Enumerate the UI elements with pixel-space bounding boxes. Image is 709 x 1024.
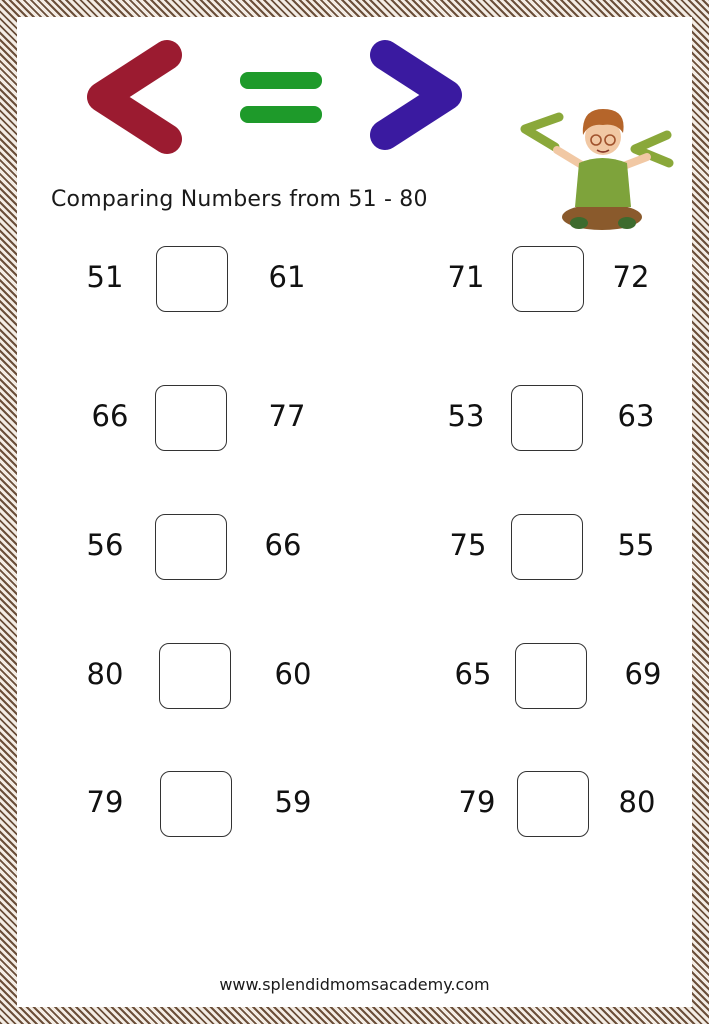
problem-8-right-number: 69: [624, 657, 662, 691]
problem-6-left-number: 75: [449, 528, 487, 562]
worksheet-page: [17, 17, 692, 1007]
problem-10-answer-box[interactable]: [517, 771, 589, 837]
problem-8-left-number: 65: [454, 657, 492, 691]
problem-7-answer-box[interactable]: [159, 643, 231, 709]
greater-than-icon: [385, 55, 447, 135]
problem-4-answer-box[interactable]: [511, 385, 583, 451]
problem-2-answer-box[interactable]: [512, 246, 584, 312]
problem-1-right-number: 61: [268, 260, 306, 294]
problem-10-left-number: 79: [458, 785, 496, 819]
problem-7-left-number: 80: [86, 657, 124, 691]
equals-icon-bottom-bar: [240, 106, 322, 123]
less-than-icon: [102, 55, 167, 139]
problem-5-left-number: 56: [86, 528, 124, 562]
problem-9-answer-box[interactable]: [160, 771, 232, 837]
website-footer: www.splendidmomsacademy.com: [219, 975, 490, 994]
problem-3-left-number: 66: [91, 399, 129, 433]
problem-1-answer-box[interactable]: [156, 246, 228, 312]
problem-9-left-number: 79: [86, 785, 124, 819]
problem-2-right-number: 72: [612, 260, 650, 294]
problem-5-right-number: 66: [264, 528, 302, 562]
problem-8-answer-box[interactable]: [515, 643, 587, 709]
problem-10-right-number: 80: [618, 785, 656, 819]
problem-3-answer-box[interactable]: [155, 385, 227, 451]
problem-4-left-number: 53: [447, 399, 485, 433]
problem-5-answer-box[interactable]: [155, 514, 227, 580]
problem-6-answer-box[interactable]: [511, 514, 583, 580]
equals-icon-top-bar: [240, 72, 322, 89]
child-holding-symbols-illustration: [517, 95, 687, 240]
worksheet-title: Comparing Numbers from 51 - 80: [51, 187, 428, 212]
problem-3-right-number: 77: [268, 399, 306, 433]
problem-4-right-number: 63: [617, 399, 655, 433]
problem-7-right-number: 60: [274, 657, 312, 691]
problem-6-right-number: 55: [617, 528, 655, 562]
problem-1-left-number: 51: [86, 260, 124, 294]
problem-2-left-number: 71: [447, 260, 485, 294]
problem-9-right-number: 59: [274, 785, 312, 819]
